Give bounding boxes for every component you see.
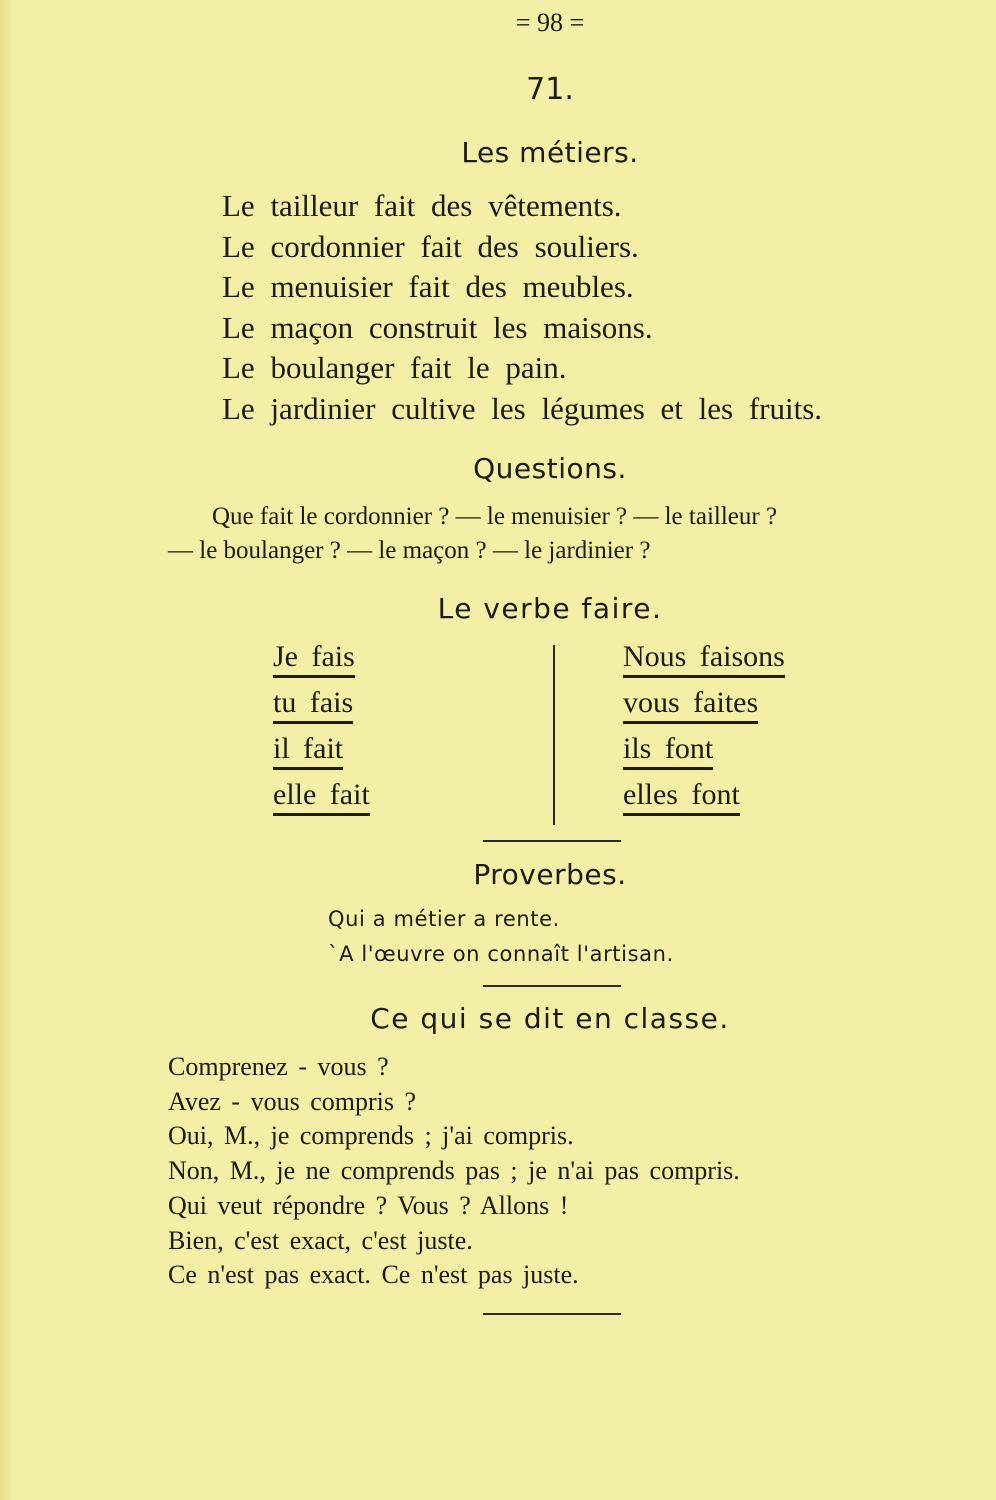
metier-line: Le boulanger fait le pain. xyxy=(222,350,567,386)
question-line: Que fait le cordonnier ? — le menuisier ? — le tailleur ? xyxy=(212,503,778,530)
metier-line: Le tailleur fait des vêtements. xyxy=(222,188,622,223)
metier-line: Le jardinier cultive les légumes et les fruits. xyxy=(222,390,823,426)
proverbs-text xyxy=(328,902,674,972)
heading-classe: Ce qui se dit en classe. xyxy=(370,1002,730,1035)
heading-verbe: Le verbe faire. xyxy=(437,592,663,625)
classe-line: Avez - vous compris ? xyxy=(168,1086,417,1116)
classe-line: Qui veut répondre ? Vous ? Allons ! xyxy=(168,1190,569,1220)
section-rule xyxy=(483,985,621,987)
section-rule xyxy=(483,840,621,842)
section-rule xyxy=(483,1313,621,1315)
classe-line: Ce n'est pas exact. Ce n'est pas juste. xyxy=(168,1260,579,1290)
conjugation-singular: tu fais xyxy=(273,686,353,724)
classe-line: Bien, c'est exact, c'est juste. xyxy=(168,1225,473,1255)
conjugation-singular: elle fait xyxy=(273,778,370,816)
questions-text xyxy=(168,500,938,568)
metier-line: Le maçon construit les maisons. xyxy=(222,309,653,345)
conjugation-plural: elles font xyxy=(623,778,740,816)
question-line: — le boulanger ? — le maçon ? — le jardinier ? xyxy=(168,537,651,564)
classe-text xyxy=(168,1050,740,1293)
conjugation-divider xyxy=(553,645,555,825)
page-number: = 98 = xyxy=(515,8,585,37)
heading-questions: Questions. xyxy=(473,452,627,485)
conjugation-singular: il fait xyxy=(273,732,343,770)
conjugation-plural: vous faites xyxy=(623,686,758,724)
lesson-number: 71. xyxy=(526,72,574,107)
heading-proverbes: Proverbes. xyxy=(473,858,627,891)
classe-line: Comprenez - vous ? xyxy=(168,1052,389,1081)
classe-line: Non, M., je ne comprends pas ; je n'ai pas compris. xyxy=(168,1156,740,1186)
metier-line: Le menuisier fait des meubles. xyxy=(222,269,634,305)
proverb-line: `A l'œuvre on connaît l'artisan. xyxy=(328,942,674,966)
metier-line: Le cordonnier fait des souliers. xyxy=(222,228,639,264)
conjugation-singular: Je fais xyxy=(273,640,355,678)
conjugation-plural: Nous faisons xyxy=(623,640,785,678)
conjugation-plural: ils font xyxy=(623,732,713,770)
heading-metiers: Les métiers. xyxy=(461,136,639,169)
proverb-line: Qui a métier a rente. xyxy=(328,907,560,931)
classe-line: Oui, M., je comprends ; j'ai compris. xyxy=(168,1121,574,1151)
metiers-text xyxy=(222,186,822,430)
page-edge xyxy=(0,0,14,1500)
